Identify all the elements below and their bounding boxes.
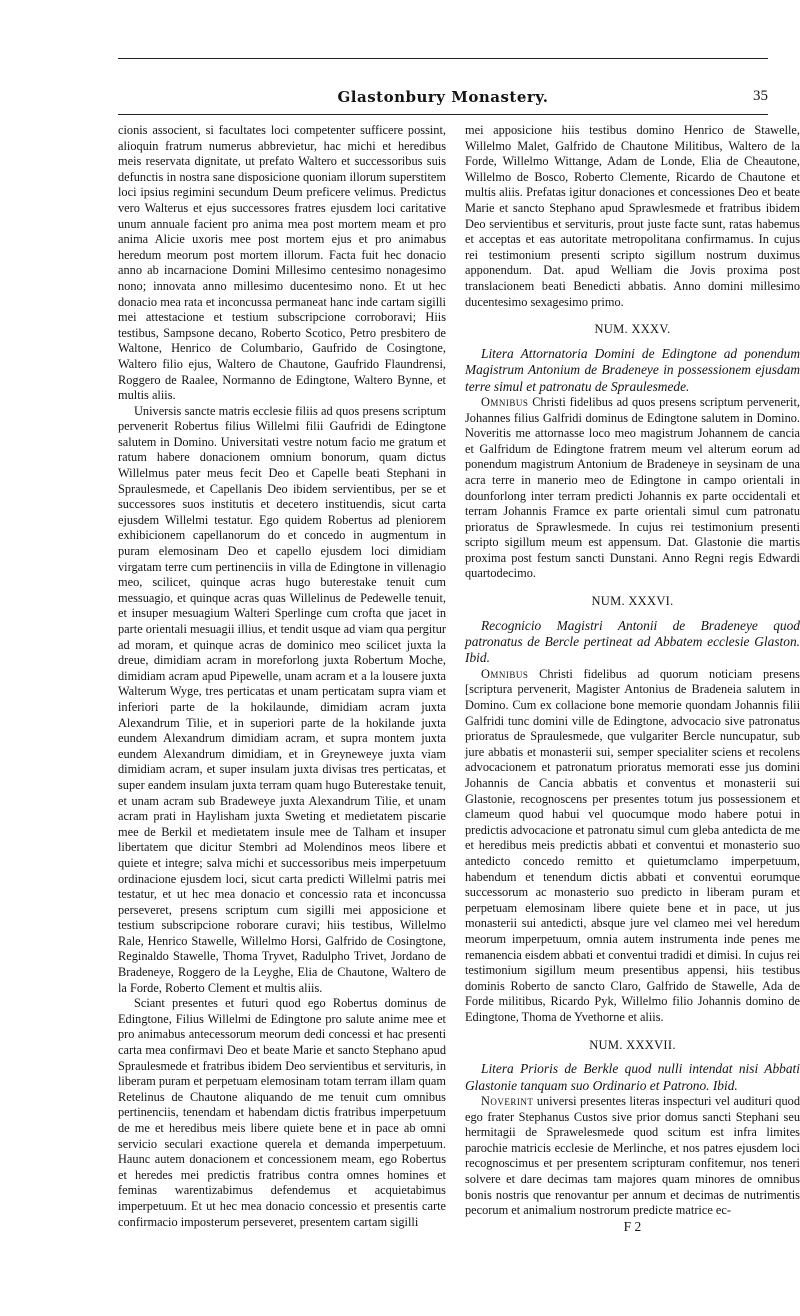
paragraph-text: universi presentes literas inspecturi vel audituri quod ego frater Stephanus Custos sive prior domus sancti Stephani seu hermitagii de Sprawelesmede quod scitum est infra limites parochie matricis ecclesie de Merlinche, et nos patres ejusdem loci recognoscimus et per presentem scripturam confitemur, nos teneri solvere et dare decimas tam majores quam minores de omnibus bonis nostris que renovantur per annum et decimas de nutrimentis pecorum et animalium nostrorum predicte matrice ec- [465, 1093, 800, 1218]
document-heading: Litera Prioris de Berkle quod nulli intendat nisi Abbati Glastonie tanquam suo Ordinario et Patrono. Ibid. [465, 1061, 800, 1093]
paragraph: Universis sancte matris ecclesie filiis ad quos presens scriptum pervenerit Robertus filius Willelmi filii Gaufridi de Edingtone salutem in Domino. Universitati vestre notum facio me gratum et ratum habere donacionem omnium bonorum, quam dictus Willelmus pater meus fecit Deo et Capelle beati Stephani in Spraulesmede, et Capellanis Deo ibidem servientibus, per se et successores suos institutis et decetero instituendis, sicut carta ejusdem Willelmi testatur. Ego quidem Robertus ad pleniorem exhibicionem capellanorum do et concedo in augmentum in puram elemosinam Deo et capello ejusdem loci dimidiam virgatam terre cum pertinenciis in villa de Edingtone in villenagio meo, scilicet, quinque acras hugo buterestake tenuit cum messuagio, et quinque acras quas Willelinus de Pedewelle tenuit, et insuper mesuagium Walteri Sperlinge cum crofta que jacet in parte orientali mesuagii illius, et tendit usque ad viam qua pergitur ad moram, et quinque acras de dominico meo scilicet juxta la dreue, dimidiam acram in moreforlong juxta Robertum Moche, dimidiam acram apud Pipewelle, unam acram et a la lousere juxta Walterum Wyge, tres perticatas et unam perticatam supra viam et inferiori parte de la hokilaunde, dimidiam acram juxta Alexandrum Tilie, et in superiori parte de la hokilande juxta eundem Alexandrum dimidiam acram, et supra montem juxta eundem Alexandrum dimidiam, et in Greyneweye juxta viam dimidiam acram, et super insulam juxta divisas tres perticatas, et super eandem insulam juxta terram quam hugo Buterestake tenuit, et unam acram sub Bradeweye juxta Alexandrum Tilie, et unam acram prati in Haylisham juxta Sweting et medietatem piscarie mee de Berkil et medietatem insule mee de Talham et insuper libertatem que dicitur Stembri ad Molendinos meos libere et quiete et integre; salva michi et successoribus meis imperpetuum ordinacione ejusdem loci, sicut carta predicti Willelmi patris mei testatur, et ut hec mea donacio et concessio rata et inconcussa perseveret, presens scriptum cum sigilli mei apposicione et testium subscripcione roborare curavi; hiis testibus, Willelmo Rale, Henrico Stawelle, Willelmo Horsi, Galfrido de Cosingtone, Reginaldo Stawelle, Thoma Tryvet, Radulpho Trivet, Jordano de Bradeneye, Roggero de la Leyghe, Elia de Chautone, Waltero de la Forde, Roberto Clement et multis aliis. [118, 403, 446, 995]
paragraph [465, 667, 800, 1026]
document-number: NUM. XXXV. [594, 322, 671, 337]
right-column [465, 123, 800, 1234]
document-heading: Litera Attornatoria Domini de Edingtone ad ponendum Magistrum Antonium de Bradeneye in possessionem ejusdam terre simul et patronatu de Spraulesmede. [465, 345, 800, 394]
lead-word: Omnibus [481, 666, 529, 681]
signature-mark: F 2 [623, 1218, 642, 1234]
paragraph [465, 1094, 800, 1219]
paragraph [465, 395, 800, 582]
paragraph-text: Christi fidelibus ad quorum noticiam presens [scriptura pervenerit, Magister Antonius de Bradeneia salutem in Domino. Cum ex collacione bone memorie quondam Johannis filii Galfridi tunc domini ville de Edingtone, advocacio sive patronatus prioratus de Spraulesmede, que vulgariter Bercle nuncupatur, sub jure abbatis et monasterii sui, semper specialiter sciens et recolens advocacionem et patronatum prioratus memorati esse jus domini Johannis de Cancia abbatis et conventus et monasterii sui Glastonie, recognoscens per presentes totum jus possessionem et clameum quod habui vel quocumque modo habere potui in predictis advocacione et patronatu simul cum gleba antedicta de me et heredibus meis predictis abbati et conventui et monasterio suo antedicto concedo remitto et quietumclamo imperpetuum, habendum et tenendum dictis abbati et conventui eorumque successorum ac monasterio suo predicto in liberam puram et perpetuam elemosinam libere quiete bene et in pace, ut jus monasterii sui antedicti, absque jure vel clameo mei vel heredum meorum imperpetuum, omnia autem instrumenta inde penes me remanencia eisdem abbati et conventui tradidi et dimisi. In cujus rei testimonium sigillum meum presentibus appensi, hiis testibus dominis Roberto de sancto Claro, Galfrido de Stawelle, Ada de Forde militibus, Ricardo Pyk, Willelmo filio Johannis domino de Edingtone, Thoma de Yvethorne et aliis. [465, 666, 800, 1024]
paragraph-text: Christi fidelibus ad quos presens scriptum pervenerit, Johannes filius Galfridi dominus de Edingtone salutem in Domino. Noveritis me attornasse loco meo magistrum Johannem de cancia et Galfridum de Edingtone fratrem meum vel alterum eorum ad ponendum magistrum Antonium de Bradeneye in seysinam de una acra terre in manerio meo de Edingtone in campo orientali in dounforlong inter terram predicti Johannis ex parte occidentali et terram Johannis Framce ex parte orientali simul cum patronatu prioratus de Sprawlesmede. In cujus rei testimonium presenti scripto sigillum meum est appensum. Dat. Glastonie die martis proxima post festum sancti Dunstani. Anno Regni regis Edwardi quartodecimo. [465, 394, 800, 581]
lead-word: Noverint [481, 1093, 534, 1108]
paragraph: mei apposicione hiis testibus domino Henrico de Stawelle, Willelmo Malet, Galfrido de Chautone Militibus, Waltero de la Forde, Willelmo Wittange, Adam de Londe, Elia de Cheautone, Willelmo de Bosco, Roberto Clemente, Ricardo de Chautone et multis aliis. Prefatas igitur donaciones et concessiones Deo et beate Marie et sancto Stephano apud Sprawlesmede et fratribus ibidem Deo servientibus et servituris, prout juste facte sunt, ratas habemus et acceptas et eas autoritate metropolitana confirmamus. In cujus rei testimonium presenti scripto sigillum nostrum duximus apponendum. Dat. apud Welliam die Jovis proxima post translacionem beati Benedicti abbatis. Anno domini millesimo ducentesimo sexagesimo primo. [465, 123, 800, 309]
document-heading: Recognicio Magistri Antonii de Bradeneye quod patronatus de Bercle pertineat ad Abbatem ecclesie Glaston. Ibid. [465, 617, 800, 666]
header-rule [118, 58, 768, 59]
page-number: 35 [753, 88, 768, 104]
paragraph: cionis associent, si facultates loci competenter sufficere possint, alioquin fratrum numerus abbrevietur, hac michi et heredibus meis reservata dignitate, ut prefato Waltero et successoribus suis defunctis in nostra sane disposicione quoniam illorum superstitem loci ipsius regimini secundum Deum preficere velimus. Predictus vero Walterus et ejus successores fratres ejusdem loci caritative unum annuale facient pro anima mea post mortem meam et pro anima Alicie uxoris mee post mortem ejus et pro animabus heredum meorum post mortem illorum. Facta fuit hec donacio anno ab incarnacione Domini Millesimo centesimo nonagesimo nono; innovata anno millesimo ducentesimo nono. Et ut hec donacio mea rata et inconcussa permaneat hanc inde cartam sigilli mei attestacione et testium subscripcione corroboravi; Hiis testibus, Sampsone decano, Roberto Scotico, Petro presbitero de Waltone, Henrico de Columbario, Gaufrido de Cosingtone, Waltero filio ejus, Waltero de Chautone, Gaufrido Flaundrensi, Roggero de Raalee, Normanno de Edingtone, Waltero Bynne, et multis aliis. [118, 123, 446, 403]
document-number: NUM. XXXVII. [589, 1037, 676, 1052]
left-column [118, 123, 446, 1230]
header-rule-lower [118, 114, 768, 115]
running-title: Glastonbury Monastery. [337, 88, 549, 106]
paragraph: Sciant presentes et futuri quod ego Robertus dominus de Edingtone, Filius Willelmi de Edingtone pro salute anime mee et pro animabus antecessorum meorum dedi concessi et hac presenti carta mea confirmavi Deo et beate Marie et sancto Stephano apud Spraulesmede et fratribus ibidem Deo servientibus et servituris, in liberam puram et perpetuam elemosinam totam terram illam quam Retelinus de Chautone aliquando de me tenuit cum omnibus pertinenciis, tenendam et habendam dictis fratribus imperpetuum de me et heredibus meis libere quiete bene et in pace ab omni servicio seculari exactione querela et demanda imperpetuum. Haunc autem donacionem et concessionem meam, ego Robertus et heredes mei predictis fratribus contra omnes homines et feminas warentizabimus defendemus et acquietabimus imperpetuum. Et ut hec mea donacio concessio et presentis carte confirmacio imposterum perseveret, presentem cartam sigilli [118, 996, 446, 1229]
lead-word: Omnibus [481, 394, 529, 409]
document-number: NUM. XXXVI. [591, 594, 674, 609]
